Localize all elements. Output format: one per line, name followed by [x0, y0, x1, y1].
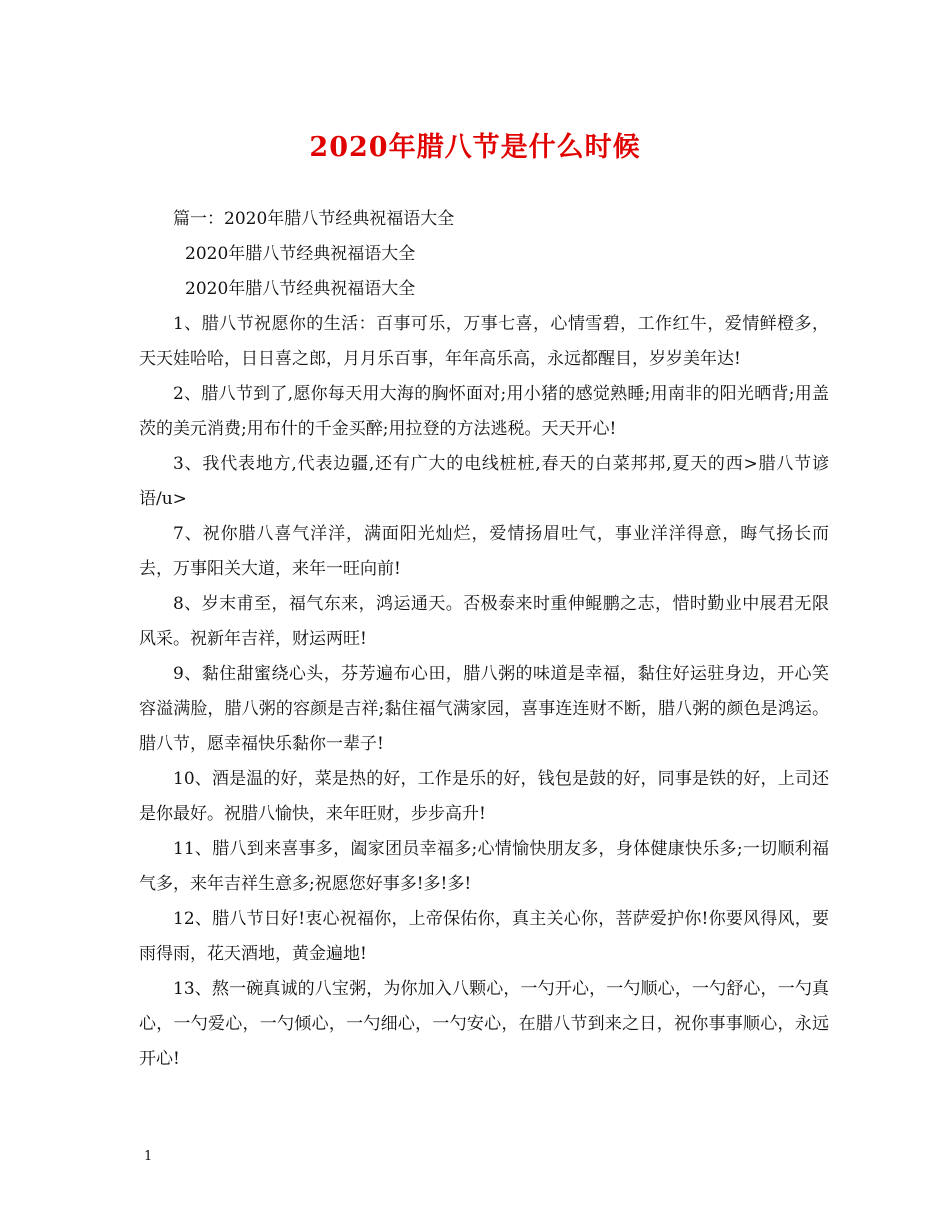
paragraph-8: 8、岁末甫至，福气东来，鸿运通天。否极泰来时重伸鲲鹏之志，惜时勤业中展君无限风采。祝新年吉祥，财运两旺! — [139, 594, 829, 649]
document-body — [139, 202, 829, 1077]
paragraph-9: 9、黏住甜蜜绕心头，芬芳遍布心田，腊八粥的味道是幸福，黏住好运驻身边，开心笑容溢满脸，腊八粥的容颜是吉祥;黏住福气满家园，喜事连连财不断，腊八粥的颜色是鸿运。腊八节，愿幸福快乐黏你一辈子! — [139, 664, 829, 754]
paragraph-12: 12、腊八节日好!衷心祝福你，上帝保佑你，真主关心你，菩萨爱护你!你要风得风，要雨得雨，花天酒地，黄金遍地! — [139, 909, 829, 964]
paragraph-7: 7、祝你腊八喜气洋洋，满面阳光灿烂，爱情扬眉吐气，事业洋洋得意，晦气扬长而去，万事阳关大道，来年一旺向前! — [139, 524, 829, 579]
paragraph-10: 10、酒是温的好，菜是热的好，工作是乐的好，钱包是鼓的好，同事是铁的好，上司还是你最好。祝腊八愉快，来年旺财，步步高升! — [139, 769, 829, 824]
section-heading: 篇一：2020年腊八节经典祝福语大全 — [173, 209, 455, 229]
paragraph-2: 2、腊八节到了,愿你每天用大海的胸怀面对;用小猪的感觉熟睡;用南非的阳光晒背;用盖茨的美元消费;用布什的千金买醉;用拉登的方法逃税。天天开心! — [139, 384, 829, 439]
subheading: 2020年腊八节经典祝福语大全 — [185, 279, 416, 299]
paragraph-13: 13、熬一碗真诚的八宝粥，为你加入八颗心，一勺开心，一勺顺心，一勺舒心，一勺真心，一勺爱心，一勺倾心，一勺细心，一勺安心，在腊八节到来之日，祝你事事顺心，永远开心! — [139, 979, 829, 1069]
paragraph-11: 11、腊八到来喜事多，阖家团员幸福多;心情愉快朋友多，身体健康快乐多;一切顺利福气多，来年吉祥生意多;祝愿您好事多!多!多! — [139, 839, 829, 894]
document-title: 2020年腊八节是什么时候 — [309, 132, 641, 163]
paragraph-1: 1、腊八节祝愿你的生活：百事可乐，万事七喜，心情雪碧，工作红牛，爱情鲜橙多，天天娃哈哈，日日喜之郎，月月乐百事，年年高乐高，永远都醒目，岁岁美年达! — [139, 314, 829, 369]
subheading: 2020年腊八节经典祝福语大全 — [185, 244, 416, 264]
paragraph-3: 3、我代表地方,代表边疆,还有广大的电线桩桩,春天的白菜邦邦,夏天的西>腊八节谚语/u> — [139, 454, 829, 509]
page-number: 1 — [144, 1149, 153, 1164]
